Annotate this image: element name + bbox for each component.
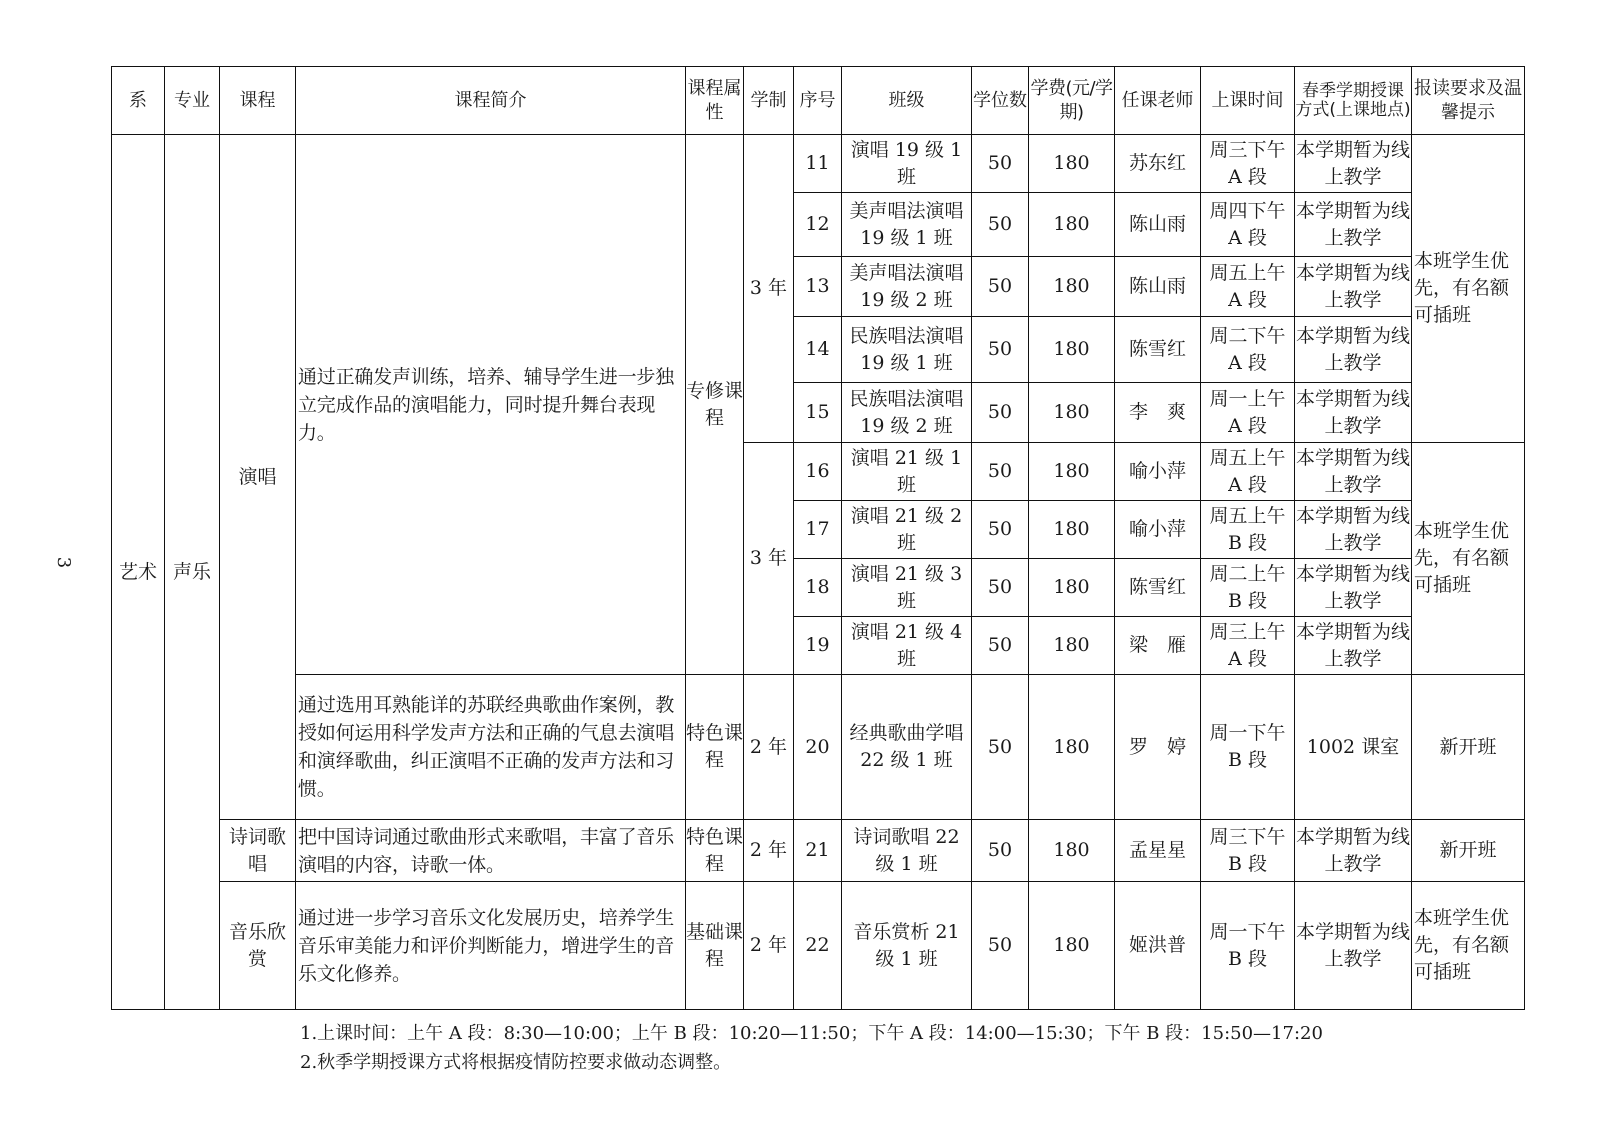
time-cell: 周四下午 A 段 <box>1201 193 1295 257</box>
header-req: 报读要求及温馨提示 <box>1412 67 1525 135</box>
header-row <box>112 67 1525 135</box>
seq-cell: 13 <box>794 257 842 317</box>
class-cell: 演唱 21 级 2 班 <box>842 501 972 559</box>
header-class: 班级 <box>842 67 972 135</box>
course-desc: 把中国诗词通过歌曲形式来歌唱，丰富了音乐演唱的内容，诗歌一体。 <box>296 820 686 882</box>
seats-cell: 50 <box>972 559 1029 617</box>
mode-cell: 本学期暂为线上教学 <box>1295 882 1412 1010</box>
class-cell: 诗词歌唱 22 级 1 班 <box>842 820 972 882</box>
seats-cell: 50 <box>972 882 1029 1010</box>
seats-cell: 50 <box>972 257 1029 317</box>
mode-cell: 本学期暂为线上教学 <box>1295 443 1412 501</box>
footnotes <box>300 1019 1323 1077</box>
footnote: 2.秋季学期授课方式将根据疫情防控要求做动态调整。 <box>300 1052 732 1073</box>
seq-cell: 20 <box>794 675 842 820</box>
header-desc: 课程简介 <box>296 67 686 135</box>
course-attr: 特色课程 <box>686 675 744 820</box>
course-cell: 演唱 <box>220 135 296 820</box>
teacher-cell: 梁 雁 <box>1115 617 1201 675</box>
fee-cell: 180 <box>1029 193 1115 257</box>
class-cell: 音乐赏析 21 级 1 班 <box>842 882 972 1010</box>
teacher-cell: 陈雪红 <box>1115 317 1201 383</box>
class-cell: 美声唱法演唱 19 级 2 班 <box>842 257 972 317</box>
dept-cell: 艺术 <box>112 135 165 1010</box>
teacher-cell: 陈雪红 <box>1115 559 1201 617</box>
class-cell: 经典歌曲学唱 22 级 1 班 <box>842 675 972 820</box>
header-mode: 春季学期授课方式(上课地点) <box>1295 67 1412 135</box>
table-row <box>112 675 1525 820</box>
teacher-cell: 罗 婷 <box>1115 675 1201 820</box>
teacher-cell: 孟星星 <box>1115 820 1201 882</box>
course-desc: 通过选用耳熟能详的苏联经典歌曲作案例，教授如何运用科学发声方法和正确的气息去演唱和演绎歌曲，纠正演唱不正确的发声方法和习惯。 <box>296 675 686 820</box>
note-cell: 本班学生优先，有名额可插班 <box>1412 135 1525 443</box>
mode-cell: 1002 课室 <box>1295 675 1412 820</box>
seats-cell: 50 <box>972 501 1029 559</box>
course-attr: 基础课程 <box>686 882 744 1010</box>
time-cell: 周二下午 A 段 <box>1201 317 1295 383</box>
note-cell: 本班学生优先，有名额可插班 <box>1412 443 1525 675</box>
class-cell: 民族唱法演唱 19 级 2 班 <box>842 383 972 443</box>
class-cell: 演唱 21 级 3 班 <box>842 559 972 617</box>
header-attr: 课程属性 <box>686 67 744 135</box>
footnote: 1.上课时间：上午 A 段：8:30—10:00；上午 B 段：10:20—11:50；下午 A 段：14:00—15:30；下午 B 段：15:50—17:20 <box>300 1023 1323 1044</box>
teacher-cell: 陈山雨 <box>1115 257 1201 317</box>
seats-cell: 50 <box>972 317 1029 383</box>
teacher-cell: 苏东红 <box>1115 135 1201 193</box>
mode-cell: 本学期暂为线上教学 <box>1295 317 1412 383</box>
teacher-cell: 喻小萍 <box>1115 501 1201 559</box>
seats-cell: 50 <box>972 443 1029 501</box>
course-table <box>111 66 1525 1010</box>
note-cell: 新开班 <box>1412 675 1525 820</box>
mode-cell: 本学期暂为线上教学 <box>1295 617 1412 675</box>
seq-cell: 17 <box>794 501 842 559</box>
class-cell: 民族唱法演唱 19 级 1 班 <box>842 317 972 383</box>
header-fee: 学费(元/学期) <box>1029 67 1115 135</box>
teacher-cell: 李 爽 <box>1115 383 1201 443</box>
time-cell: 周五上午 B 段 <box>1201 501 1295 559</box>
table-row <box>112 882 1525 1010</box>
time-cell: 周五上午 A 段 <box>1201 443 1295 501</box>
course-desc: 通过正确发声训练，培养、辅导学生进一步独立完成作品的演唱能力，同时提升舞台表现力。 <box>296 135 686 675</box>
teacher-cell: 姬洪普 <box>1115 882 1201 1010</box>
mode-cell: 本学期暂为线上教学 <box>1295 559 1412 617</box>
fee-cell: 180 <box>1029 559 1115 617</box>
course-cell: 诗词歌唱 <box>220 820 296 882</box>
fee-cell: 180 <box>1029 443 1115 501</box>
seq-cell: 12 <box>794 193 842 257</box>
seq-cell: 22 <box>794 882 842 1010</box>
time-cell: 周三上午 A 段 <box>1201 617 1295 675</box>
duration-cell: 2 年 <box>744 820 794 882</box>
teacher-cell: 陈山雨 <box>1115 193 1201 257</box>
time-cell: 周二上午 B 段 <box>1201 559 1295 617</box>
note-cell: 本班学生优先，有名额可插班 <box>1412 882 1525 1010</box>
seq-cell: 15 <box>794 383 842 443</box>
major-cell: 声乐 <box>165 135 220 1010</box>
fee-cell: 180 <box>1029 882 1115 1010</box>
time-cell: 周三下午 A 段 <box>1201 135 1295 193</box>
time-cell: 周一上午 A 段 <box>1201 383 1295 443</box>
seq-cell: 18 <box>794 559 842 617</box>
table-row <box>112 135 1525 193</box>
header-seats: 学位数 <box>972 67 1029 135</box>
seq-cell: 19 <box>794 617 842 675</box>
header-major: 专业 <box>165 67 220 135</box>
time-cell: 周一下午 B 段 <box>1201 675 1295 820</box>
fee-cell: 180 <box>1029 675 1115 820</box>
fee-cell: 180 <box>1029 383 1115 443</box>
class-cell: 演唱 19 级 1 班 <box>842 135 972 193</box>
fee-cell: 180 <box>1029 317 1115 383</box>
page-number: 3 <box>53 556 75 569</box>
mode-cell: 本学期暂为线上教学 <box>1295 820 1412 882</box>
header-course: 课程 <box>220 67 296 135</box>
mode-cell: 本学期暂为线上教学 <box>1295 135 1412 193</box>
mode-cell: 本学期暂为线上教学 <box>1295 501 1412 559</box>
note-cell: 新开班 <box>1412 820 1525 882</box>
fee-cell: 180 <box>1029 501 1115 559</box>
duration-cell: 2 年 <box>744 882 794 1010</box>
header-teacher: 任课老师 <box>1115 67 1201 135</box>
header-duration: 学制 <box>744 67 794 135</box>
time-cell: 周一下午 B 段 <box>1201 882 1295 1010</box>
seq-cell: 21 <box>794 820 842 882</box>
seats-cell: 50 <box>972 617 1029 675</box>
header-dept: 系 <box>112 67 165 135</box>
class-cell: 演唱 21 级 1 班 <box>842 443 972 501</box>
seq-cell: 16 <box>794 443 842 501</box>
header-time: 上课时间 <box>1201 67 1295 135</box>
seats-cell: 50 <box>972 383 1029 443</box>
seats-cell: 50 <box>972 675 1029 820</box>
time-cell: 周五上午 A 段 <box>1201 257 1295 317</box>
fee-cell: 180 <box>1029 617 1115 675</box>
seats-cell: 50 <box>972 135 1029 193</box>
duration-cell: 2 年 <box>744 675 794 820</box>
course-cell: 音乐欣赏 <box>220 882 296 1010</box>
duration-cell: 3 年 <box>744 443 794 675</box>
class-cell: 演唱 21 级 4 班 <box>842 617 972 675</box>
duration-cell: 3 年 <box>744 135 794 443</box>
course-attr: 特色课程 <box>686 820 744 882</box>
mode-cell: 本学期暂为线上教学 <box>1295 193 1412 257</box>
seats-cell: 50 <box>972 193 1029 257</box>
class-cell: 美声唱法演唱 19 级 1 班 <box>842 193 972 257</box>
teacher-cell: 喻小萍 <box>1115 443 1201 501</box>
mode-cell: 本学期暂为线上教学 <box>1295 257 1412 317</box>
seq-cell: 14 <box>794 317 842 383</box>
seats-cell: 50 <box>972 820 1029 882</box>
course-desc: 通过进一步学习音乐文化发展历史，培养学生音乐审美能力和评价判断能力，增进学生的音乐文化修养。 <box>296 882 686 1010</box>
time-cell: 周三下午 B 段 <box>1201 820 1295 882</box>
table-row <box>112 820 1525 882</box>
fee-cell: 180 <box>1029 257 1115 317</box>
mode-cell: 本学期暂为线上教学 <box>1295 383 1412 443</box>
fee-cell: 180 <box>1029 135 1115 193</box>
seq-cell: 11 <box>794 135 842 193</box>
fee-cell: 180 <box>1029 820 1115 882</box>
header-seq: 序号 <box>794 67 842 135</box>
course-attr: 专修课程 <box>686 135 744 675</box>
